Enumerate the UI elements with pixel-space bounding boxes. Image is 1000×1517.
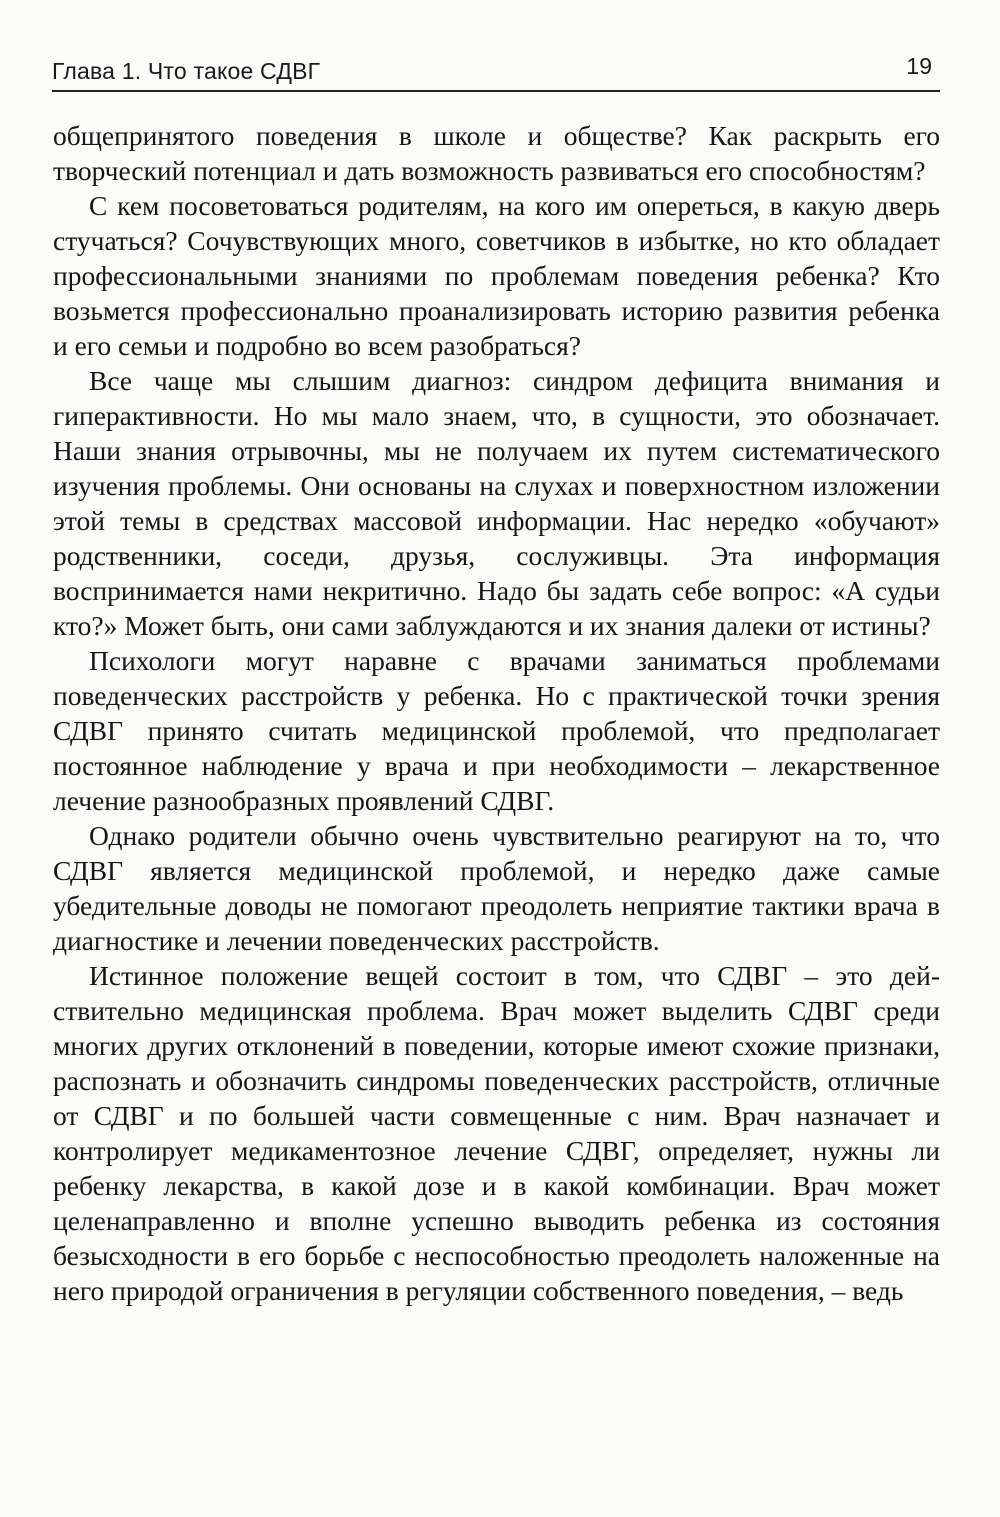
running-header <box>52 50 940 92</box>
body-text <box>53 118 940 1308</box>
paragraph-5: Однако родители обычно очень чувствительно реагируют на то, что СДВГ является медицинской проблемой, и нередко даже самые убедительные доводы не помогают преодолеть неприятие тактики врача в диагностике и лечении поведенческих расстройств. <box>53 820 940 956</box>
paragraph-3: Все чаще мы слышим диагноз: синдром дефицита внимания и гиперактивности. Но мы мало знаем, что, в сущности, это обозначает. Наши знания отрывочны, мы не получаем их путем систематического изучения проблемы. Они основаны на слухах и поверхностном изложении этой темы в средствах массовой информации. Нас нередко «обучают» родственники, соседи, друзья, сослуживцы. Эта информация воспринимается нами некритично. Надо бы задать себе вопрос: «А судьи кто?» Может быть, они сами заблуждаются и их знания далеки от истины? <box>53 365 940 641</box>
page-number: 19 <box>906 53 932 79</box>
paragraph-6: Истинное положение вещей состоит в том, что СДВГ – это действительно медицинская проблема. Врач может выделить СДВГ среди многих других отклонений в поведении, которые имеют схожие признаки, распознать и обозначить синдромы поведенческих расстройств, отличные от СДВГ и по большей части совмещенные с ним. Врач назначает и контролирует медикаментозное лечение СДВГ, определяет, нужны ли ребенку лекарства, в какой дозе и в какой комбинации. Врач может целенаправленно и вполне успешно выводить ребенка из состояния безысходности в его борьбе с неспособностью преодолеть наложенные на него природой ограничения в регуляции собственного поведения, – ведь <box>53 960 940 1306</box>
paragraph-4: Психологи могут наравне с врачами заниматься проблемами поведенческих расстройств у ребенка. Но с практической точки зрения СДВГ принято считать медицинской проблемой, что предполагает постоянное наблюдение у врача и при необходимости – лекарственное лечение разнообразных проявлений СДВГ. <box>53 645 940 816</box>
chapter-title: Глава 1. Что такое СДВГ <box>52 58 321 84</box>
paragraph-2: С кем посоветоваться родителям, на кого им опереться, в какую дверь стучаться? Сочувствующих много, советчиков в избытке, но кто обладает профессиональными знаниями по проблемам поведения ребенка? Кто возьмется профессионально проанализировать историю развития ребенка и его семьи и подробно во всем разобраться? <box>53 190 940 361</box>
paragraph-1: общепринятого поведения в школе и обществе? Как раскрыть его творческий потенциал и дать возможность развиваться его способностям? <box>53 120 940 186</box>
